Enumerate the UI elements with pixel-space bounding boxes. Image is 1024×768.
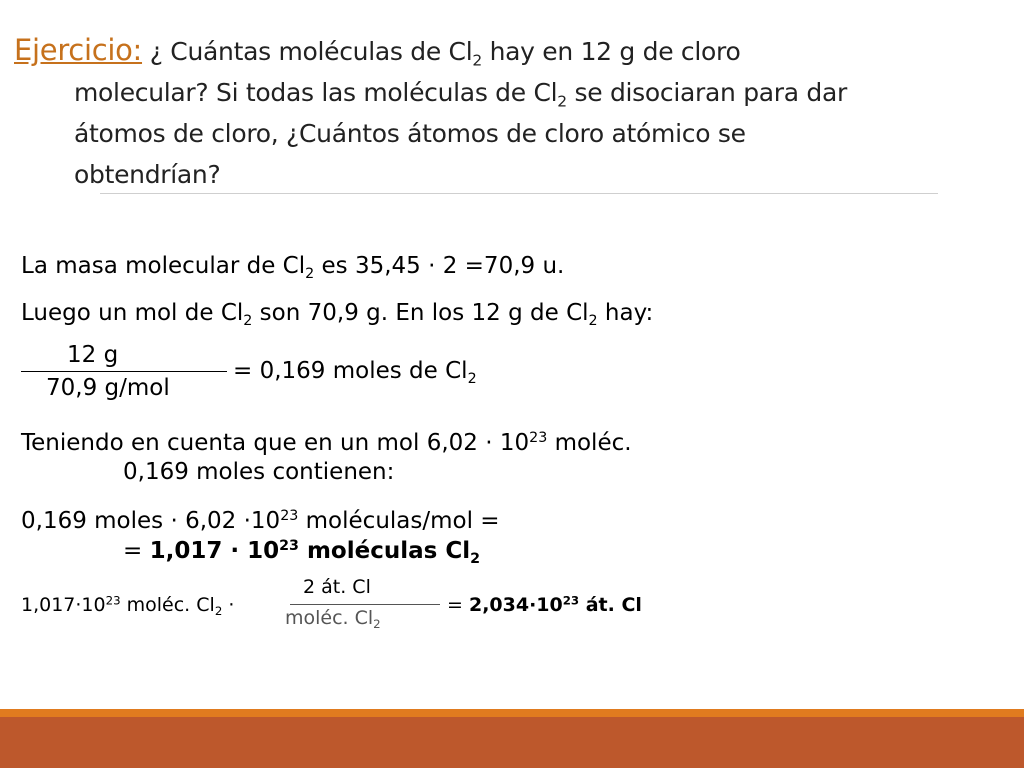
fraction1-numerator: 12 g bbox=[67, 342, 119, 368]
slide-title bbox=[14, 30, 847, 195]
molecules-result-line bbox=[123, 537, 480, 565]
q2-text-a: molecular? Si todas las moléculas de Cl bbox=[74, 78, 558, 107]
q1-text-a: ¿ Cuántas moléculas de Cl bbox=[149, 37, 473, 66]
molecular-mass-line bbox=[21, 252, 564, 280]
line4-text-a: 0,169 moles · 6,02 ·10 bbox=[21, 508, 281, 534]
line2-text-c: hay: bbox=[597, 300, 654, 326]
q1-text-b: hay en 12 g de cloro bbox=[481, 37, 741, 66]
question-line-3: átomos de cloro, ¿Cuántos átomos de cloro atómico se bbox=[74, 119, 746, 148]
line5-bold-b: át. Cl bbox=[579, 594, 642, 616]
line3-text-b: moléc. bbox=[547, 430, 632, 456]
line2-subscript-1: 2 bbox=[243, 312, 253, 329]
line5-text-a: 1,017·10 bbox=[21, 594, 106, 616]
fraction2-numerator: 2 át. Cl bbox=[303, 576, 371, 598]
fraction1-result-text: = 0,169 moles de Cl bbox=[233, 358, 468, 384]
line2-text-b: son 70,9 g. En los 12 g de Cl bbox=[252, 300, 589, 326]
fraction2-denominator-text: moléc. Cl bbox=[285, 607, 374, 629]
line5-superscript: 23 bbox=[105, 593, 121, 608]
line4-bold-subscript: 2 bbox=[470, 550, 481, 567]
fraction1-denominator: 70,9 g/mol bbox=[46, 375, 170, 401]
line3-text-a: Teniendo en cuenta que en un mol 6,02 · 10 bbox=[21, 430, 530, 456]
line2-subscript-2: 2 bbox=[588, 312, 598, 329]
fraction1-result bbox=[233, 357, 477, 385]
atoms-result-bold bbox=[469, 594, 642, 616]
atoms-calc-left bbox=[21, 593, 235, 619]
avogadro-line-2: 0,169 moles contienen: bbox=[123, 459, 395, 485]
fraction2-bar bbox=[290, 604, 440, 605]
molecules-calc-line bbox=[21, 507, 500, 535]
line5-text-c: · bbox=[222, 594, 235, 616]
line4-superscript: 23 bbox=[280, 508, 299, 525]
footer-bar bbox=[0, 717, 1024, 768]
question-line-2 bbox=[14, 72, 847, 113]
line5-text-b: moléc. Cl bbox=[120, 594, 215, 616]
q2-subscript: 2 bbox=[557, 92, 567, 111]
line2-text-a: Luego un mol de Cl bbox=[21, 300, 244, 326]
footer-accent-bar bbox=[0, 709, 1024, 717]
mol-mass-line bbox=[21, 299, 653, 327]
line5-equals: = bbox=[447, 594, 469, 616]
line4-equals: = bbox=[123, 538, 150, 564]
line5-bold-a: 2,034·10 bbox=[468, 594, 563, 616]
line4-bold-b: moléculas Cl bbox=[298, 538, 471, 564]
line1-text-b: es 35,45 · 2 =70,9 u. bbox=[314, 253, 565, 279]
line4-bold-superscript: 23 bbox=[279, 538, 299, 555]
line1-text-a: La masa molecular de Cl bbox=[21, 253, 306, 279]
atoms-result bbox=[447, 594, 642, 616]
fraction1-bar bbox=[21, 371, 227, 372]
q2-text-b: se disociaran para dar bbox=[566, 78, 847, 107]
line4-bold-a: 1,017 · 10 bbox=[149, 538, 280, 564]
fraction2-denominator-subscript: 2 bbox=[373, 617, 381, 632]
molecules-result bbox=[149, 538, 481, 567]
title-divider bbox=[100, 193, 938, 194]
line1-subscript: 2 bbox=[305, 265, 315, 282]
line3-superscript: 23 bbox=[529, 430, 548, 447]
avogadro-line bbox=[21, 429, 632, 457]
line4-text-b: moléculas/mol = bbox=[298, 508, 500, 534]
q1-subscript: 2 bbox=[472, 51, 482, 70]
fraction2-denominator bbox=[285, 607, 381, 632]
question-line-4: obtendrían? bbox=[74, 160, 221, 189]
exercise-label: Ejercicio: bbox=[14, 33, 143, 67]
fraction1-result-subscript: 2 bbox=[467, 370, 477, 387]
line5-subscript: 2 bbox=[214, 604, 223, 619]
line5-bold-superscript: 23 bbox=[562, 593, 580, 608]
question-line-1 bbox=[149, 37, 741, 70]
